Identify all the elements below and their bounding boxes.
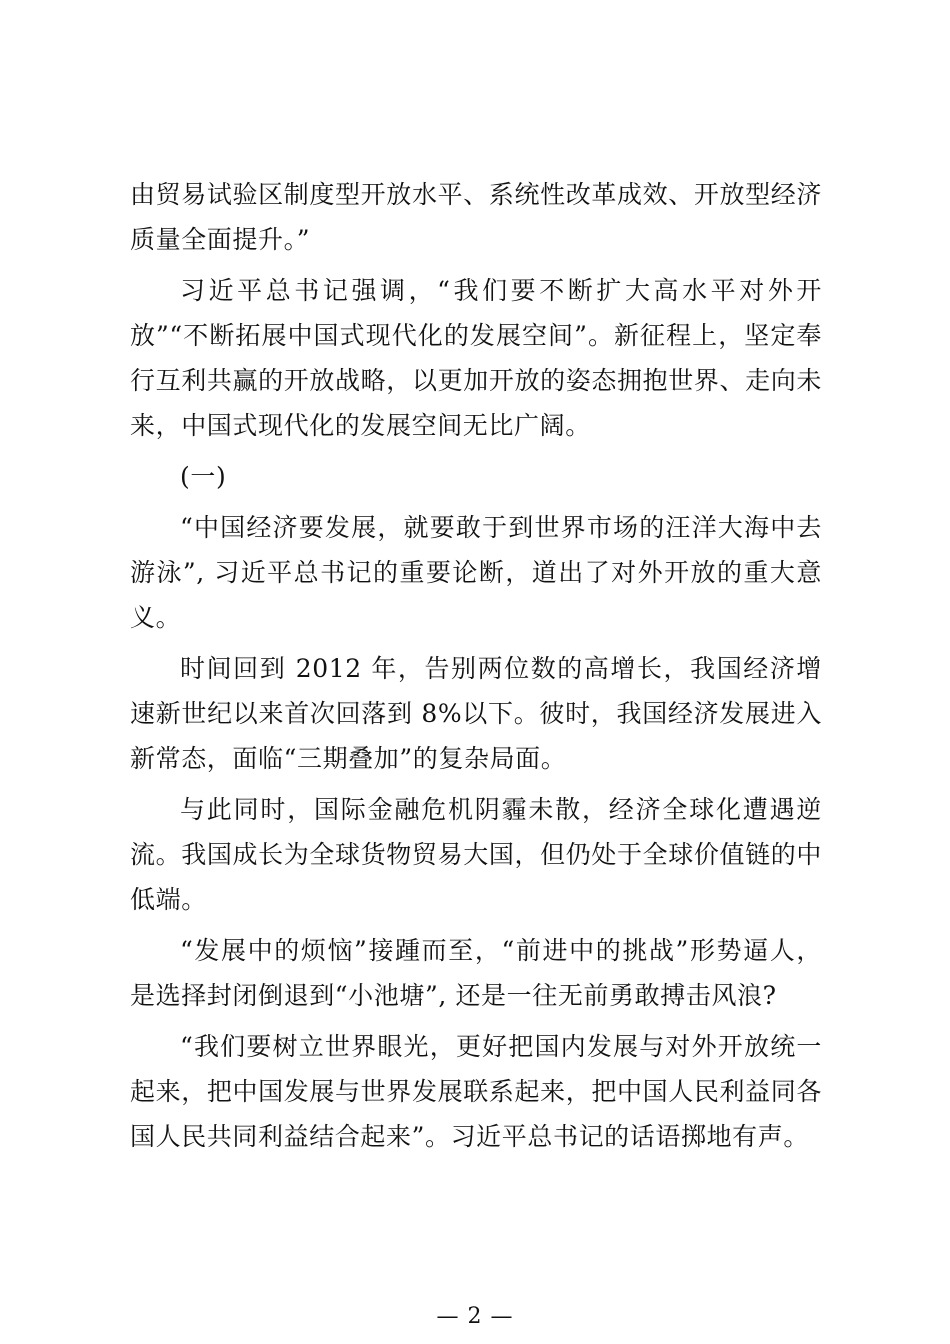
page-number: — 2 — bbox=[436, 1304, 514, 1329]
paragraph-challenges: “发展中的烦恼”接踵而至，“前进中的挑战”形势逼人，是选择封闭倒退到“小池塘”, 还是一往无前勇敢搏击风浪? bbox=[130, 936, 822, 1010]
section-heading-one: (一) bbox=[180, 462, 227, 491]
paragraph-continuation: 由贸易试验区制度型开放水平、系统性改革成效、开放型经济质量全面提升。” bbox=[130, 180, 822, 254]
document-body bbox=[130, 172, 822, 1159]
paragraph-world-vision: “我们要树立世界眼光，更好把国内发展与对外开放统一起来，把中国发展与世界发展联系起来，把中国人民利益同各国人民共同利益结合起来”。习近平总书记的话语掷地有声。 bbox=[130, 1032, 822, 1151]
paragraph-2012: 时间回到 2012 年，告别两位数的高增长，我国经济增速新世纪以来首次回落到 8%以下。彼时，我国经济发展进入新常态，面临“三期叠加”的复杂局面。 bbox=[130, 654, 822, 773]
paragraph-china-economy: “中国经济要发展，就要敢于到世界市场的汪洋大海中去游泳”, 习近平总书记的重要论断，道出了对外开放的重大意义。 bbox=[130, 513, 822, 632]
paragraph-financial-crisis: 与此同时，国际金融危机阴霾未散，经济全球化遭遇逆流。我国成长为全球货物贸易大国，但仍处于全球价值链的中低端。 bbox=[130, 795, 822, 914]
paragraph-xi-emphasis: 习近平总书记强调，“我们要不断扩大高水平对外开放”“不断拓展中国式现代化的发展空间”。新征程上，坚定奉行互利共赢的开放战略，以更加开放的姿态拥抱世界、走向未来，中国式现代化的发展空间无比广阔。 bbox=[130, 276, 822, 440]
